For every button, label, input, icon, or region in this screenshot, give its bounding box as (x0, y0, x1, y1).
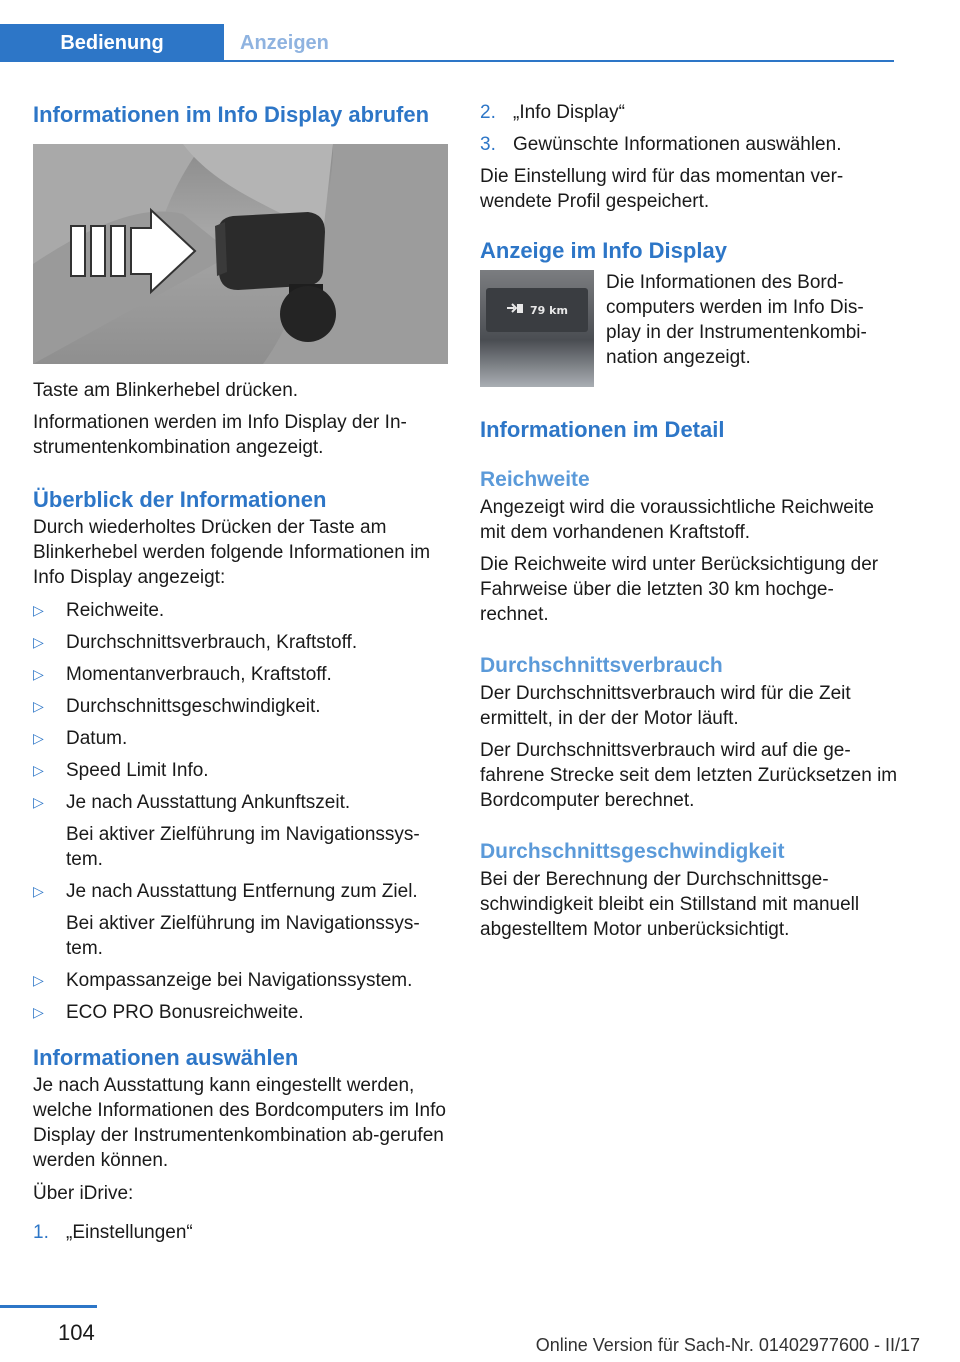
list-item-text: Reichweite. (66, 600, 165, 621)
footer-line (0, 1305, 97, 1308)
list-item-text: Durchschnittsverbrauch, Kraftstoff. (66, 632, 358, 653)
paragraph-ueber-idrive: Über iDrive: (33, 1183, 134, 1204)
step-item (480, 132, 898, 157)
triangle-bullet-icon: ▷ (33, 634, 44, 650)
list-item (33, 879, 451, 961)
list-item-text: ECO PRO Bonusreichweite. (66, 1002, 304, 1023)
info-display-image (480, 270, 594, 387)
step-number: 1. (33, 1222, 49, 1243)
list-item-text: Momentanverbrauch, Kraftstoff. (66, 664, 332, 685)
triangle-bullet-icon: ▷ (33, 883, 44, 899)
chapter-tabs (0, 0, 894, 62)
display-screen (486, 288, 588, 332)
left-column (33, 100, 451, 1252)
tab-bedienung[interactable]: Bedienung (0, 24, 224, 62)
triangle-bullet-icon: ▷ (33, 730, 44, 746)
list-item-text: Datum. (66, 728, 128, 749)
paragraph-info-angezeigt: Informationen werden im Info Display der In‐strumentenkombination angezeigt. (33, 412, 407, 458)
step-text: „Info Display“ (513, 102, 625, 123)
tab-anzeigen[interactable]: Anzeigen (240, 31, 329, 54)
turn-signal-lever-photo (33, 144, 448, 364)
list-item (33, 790, 451, 872)
triangle-bullet-icon: ▷ (33, 666, 44, 682)
list-item (33, 726, 451, 751)
tab-underline (0, 60, 894, 62)
step-item (480, 100, 898, 125)
list-item-text: Je nach Ausstattung Ankunftszeit. (66, 792, 351, 813)
steps-list-right (480, 100, 898, 157)
right-column (480, 100, 898, 942)
paragraph-verbrauch-1: Der Durchschnittsverbrauch wird für die Zeit ermittelt, in der der Motor läuft. (480, 683, 851, 729)
heading-info-display-abrufen: Informationen im Info Display abrufen (33, 102, 430, 127)
info-bullet-list (33, 598, 451, 1025)
triangle-bullet-icon: ▷ (33, 794, 44, 810)
paragraph-display: Die Informationen des Bord‐computers werden im Info Dis‐play in der Instrumentenkombi‐nation angezeigt. (606, 272, 867, 368)
list-item (33, 968, 451, 993)
triangle-bullet-icon: ▷ (33, 1004, 44, 1020)
paragraph-reichweite-2: Die Reichweite wird unter Berücksichtigung der Fahrweise über die letzten 30 km hochge‐rechnet. (480, 554, 879, 625)
list-item-text: Durchschnittsgeschwindigkeit. (66, 696, 321, 717)
list-item-text: Je nach Ausstattung Entfernung zum Ziel. (66, 881, 418, 902)
steps-list-left (33, 1220, 451, 1245)
subheading-durchschnittsgeschwindigkeit: Durchschnittsgeschwindigkeit (480, 840, 785, 863)
fuel-range-icon (506, 298, 524, 323)
triangle-bullet-icon: ▷ (33, 762, 44, 778)
triangle-bullet-icon: ▷ (33, 698, 44, 714)
list-item-text: Speed Limit Info. (66, 760, 209, 781)
list-item (33, 758, 451, 783)
list-item (33, 694, 451, 719)
subheading-reichweite: Reichweite (480, 468, 590, 491)
heading-anzeige-info-display: Anzeige im Info Display (480, 238, 727, 263)
footer-version: Online Version für Sach-Nr. 01402977600 - II/17 (535, 1335, 920, 1355)
triangle-bullet-icon: ▷ (33, 972, 44, 988)
display-range-value: 79 km (530, 303, 568, 317)
list-item-subtext: Bei aktiver Zielführung im Navigationssys‐tem. (66, 913, 420, 959)
paragraph-verbrauch-2: Der Durchschnittsverbrauch wird auf die ge‐fahrene Strecke seit dem letzten Zurücksetzen im Bordcomputer berechnet. (480, 740, 898, 811)
list-item (33, 1000, 451, 1025)
paragraph-taste-druecken: Taste am Blinkerhebel drücken. (33, 380, 299, 401)
list-item (33, 662, 451, 687)
heading-ueberblick: Überblick der Informationen (33, 487, 327, 512)
step-text: Gewünschte Informationen auswählen. (513, 134, 842, 155)
triangle-bullet-icon: ▷ (33, 602, 44, 618)
list-item-subtext: Bei aktiver Zielführung im Navigationssys‐tem. (66, 824, 420, 870)
page-number: 104 (58, 1320, 95, 1345)
list-item-text: Kompassanzeige bei Navigationssystem. (66, 970, 413, 991)
display-section (480, 270, 898, 391)
list-item (33, 630, 451, 655)
heading-info-auswaehlen: Informationen auswählen (33, 1045, 299, 1070)
paragraph-ueberblick-intro: Durch wiederholtes Drücken der Taste am Blinkerhebel werden folgende Informationen im Info Display angezeigt: (33, 517, 431, 588)
step-text: „Einstellungen“ (66, 1222, 193, 1243)
paragraph-auswaehlen: Je nach Ausstattung kann eingestellt werden, welche Informationen des Bordcomputers im Info Display der Instrumentenkombination ab‐gerufen werden können. (33, 1075, 446, 1171)
paragraph-profil: Die Einstellung wird für das momentan ver‐wendete Profil gespeichert. (480, 166, 844, 212)
step-item (33, 1220, 451, 1245)
paragraph-geschwindigkeit: Bei der Berechnung der Durchschnittsge‐schwindigkeit bleibt ein Stillstand mit manuell abgestelltem Motor unberücksichtigt. (480, 869, 860, 940)
paragraph-reichweite-1: Angezeigt wird die voraussichtliche Reichweite mit dem vorhandenen Kraftstoff. (480, 497, 874, 543)
step-number: 3. (480, 134, 496, 155)
subheading-durchschnittsverbrauch: Durchschnittsverbrauch (480, 654, 723, 677)
heading-info-detail: Informationen im Detail (480, 417, 725, 442)
list-item (33, 598, 451, 623)
step-number: 2. (480, 102, 496, 123)
